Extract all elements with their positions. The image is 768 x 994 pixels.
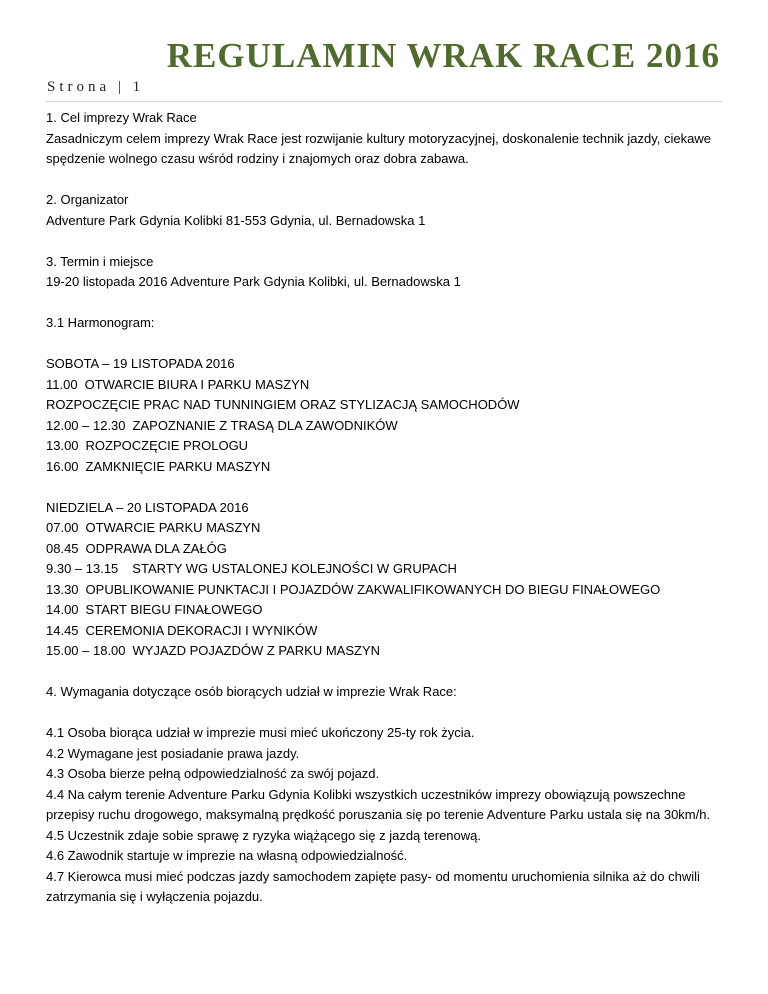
rule-item: 4.2 Wymagane jest posiadanie prawa jazdy. — [46, 745, 300, 761]
schedule-text: START BIEGU FINAŁOWEGO — [85, 602, 263, 617]
schedule-time: 9.30 – 13.15 — [46, 561, 119, 576]
schedule-text: CEREMONIA DEKORACJI I WYNIKÓW — [85, 622, 318, 638]
section-1-text: Zasadniczym celem imprezy Wrak Race jest rozwijanie kultury motoryzacyjnej, doskonalenie technik jazdy, ciekawe spędzenie wolnego czasu wśród rodziny i znajomych oraz dobra zabawa. — [46, 130, 711, 166]
schedule-item — [46, 395, 726, 416]
schedule-time: 07.00 — [46, 520, 79, 535]
schedule-time: 15.00 – 18.00 — [46, 643, 126, 658]
spacer — [46, 334, 726, 355]
section-2-text: Adventure Park Gdynia Kolibki 81-553 Gdynia, ul. Bernadowska 1 — [46, 212, 426, 228]
schedule-text: ZAMKNIĘCIE PARKU MASZYN — [85, 458, 271, 474]
page-number-label: Strona | 1 — [47, 79, 145, 95]
section-1-heading: 1. Cel imprezy Wrak Race — [46, 110, 197, 125]
schedule-time: 13.30 — [46, 581, 79, 597]
schedule-text: ROZPOCZĘCIE PROLOGU — [85, 438, 249, 453]
document-body — [46, 108, 726, 908]
schedule-text: WYJAZD POJAZDÓW Z PARKU MASZYN — [132, 643, 381, 658]
spacer — [46, 231, 726, 252]
rule-item: 4.7 Kierowca musi mieć podczas jazdy samochodem zapięte pasy- od momentu uruchomienia silnika aż do chwili zatrzymania się i wyłączenia pojazdu. — [46, 868, 700, 904]
spacer — [46, 170, 726, 191]
schedule-item — [46, 539, 726, 560]
schedule-text: OPUBLIKOWANIE PUNKTACJI I POJAZDÓW ZAKWALIFIKOWANYCH DO BIEGU FINAŁOWEGO — [85, 581, 661, 597]
spacer — [46, 293, 726, 314]
spacer — [46, 477, 726, 498]
schedule-text: ODPRAWA DLA ZAŁÓG — [85, 540, 227, 556]
rule-item: 4.6 Zawodnik startuje w imprezie na własną odpowiedzialność. — [46, 848, 408, 863]
saturday-heading: SOBOTA – 19 LISTOPADA 2016 — [46, 356, 235, 371]
schedule-time: 14.45 — [46, 622, 79, 638]
section-2-heading: 2. Organizator — [46, 192, 129, 207]
spacer — [46, 662, 726, 683]
schedule-time: 08.45 — [46, 540, 79, 556]
schedule-item — [46, 600, 726, 621]
section-3-heading: 3. Termin i miejsce — [46, 253, 154, 269]
schedule-text: ZAPOZNANIE Z TRASĄ DLA ZAWODNIKÓW — [132, 417, 398, 433]
rule-item: 4.4 Na całym terenie Adventure Parku Gdynia Kolibki wszystkich uczestników imprezy obowiązują powszechne przepisy ruchu drogowego, maksymalną prędkość poruszania się po terenie Adventure Parku ustala się na 30km/h. — [46, 786, 711, 822]
schedule-heading: 3.1 Harmonogram: — [46, 315, 155, 330]
rule-item: 4.3 Osoba bierze pełną odpowiedzialność za swój pojazd. — [46, 766, 380, 781]
rule-item: 4.1 Osoba biorąca udział w imprezie musi mieć ukończony 25-ty rok życia. — [46, 725, 475, 740]
section-3-text: 19-20 listopada 2016 Adventure Park Gdynia Kolibki, ul. Bernadowska 1 — [46, 274, 461, 289]
document-title: REGULAMIN WRAK RACE 2016 — [166, 36, 720, 75]
rule-item: 4.5 Uczestnik zdaje sobie sprawę z ryzyka wiążącego się z jazdą terenową. — [46, 827, 481, 843]
schedule-item — [46, 559, 726, 580]
schedule-text: STARTY WG USTALONEJ KOLEJNOŚCI W GRUPACH — [132, 561, 457, 576]
schedule-time: 12.00 – 12.30 — [46, 417, 126, 433]
schedule-text: OTWARCIE BIURA I PARKU MASZYN — [84, 376, 310, 392]
schedule-time: 16.00 — [46, 458, 79, 474]
schedule-time: 14.00 — [46, 602, 79, 617]
schedule-item — [46, 641, 726, 662]
header-divider — [46, 101, 722, 102]
spacer — [46, 703, 726, 724]
schedule-item — [46, 436, 726, 457]
sunday-heading: NIEDZIELA – 20 LISTOPADA 2016 — [46, 499, 249, 515]
schedule-item — [46, 416, 726, 437]
section-4-heading: 4. Wymagania dotyczące osób biorących udział w imprezie Wrak Race: — [46, 684, 457, 699]
schedule-item — [46, 580, 726, 601]
schedule-text: ROZPOCZĘCIE PRAC NAD TUNNINGIEM ORAZ STYLIZACJĄ SAMOCHODÓW — [46, 397, 520, 412]
schedule-text: OTWARCIE PARKU MASZYN — [85, 520, 261, 535]
schedule-item — [46, 457, 726, 478]
schedule-time: 13.00 — [46, 438, 79, 453]
schedule-item — [46, 375, 726, 396]
schedule-item — [46, 621, 726, 642]
schedule-time: 11.00 — [46, 376, 78, 392]
schedule-item — [46, 518, 726, 539]
